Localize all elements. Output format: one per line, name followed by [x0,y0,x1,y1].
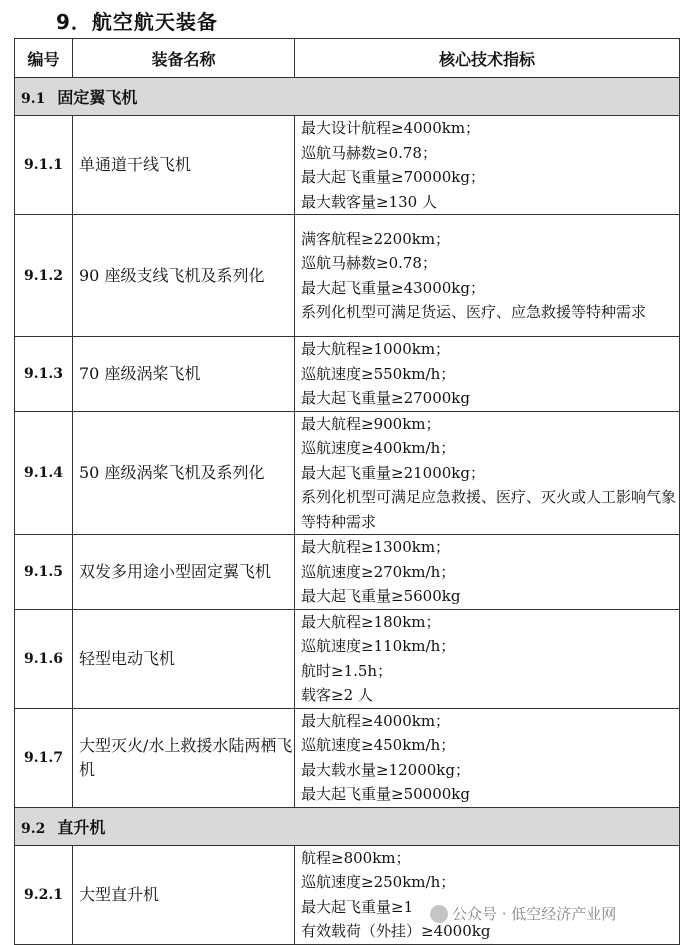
table-row [15,708,680,807]
section-cell [15,807,680,845]
table-row [15,215,680,337]
spec-line: 有效载荷（外挂）≥4000kg [301,922,491,940]
equipment-name: 70 座级涡桨飞机 [73,337,295,412]
spec-line: 最大航程≥4000km； [301,711,451,730]
equipment-name: 大型直升机 [73,845,295,944]
table-row [15,411,680,535]
spec-line: 航时≥1.5h； [301,661,393,680]
equipment-code: 9.1.3 [15,337,73,412]
spec-line: 巡航速度≥400km/h； [301,439,456,457]
spec-line: 巡航速度≥270km/h； [301,562,456,581]
spec-line: 巡航速度≥110km/h； [301,637,456,655]
spec-line: 满客航程≥2200km； [301,229,451,248]
equipment-code: 9.1.4 [15,411,73,535]
wechat-logo-icon [430,905,448,923]
equipment-code: 9.1.5 [15,535,73,610]
spec-line: 最大航程≥1300km； [301,538,451,556]
equipment-specs [295,708,680,807]
spec-line: 巡航速度≥550km/h； [301,364,456,383]
section-row [15,78,680,116]
equipment-specs [295,609,680,708]
equipment-name: 双发多用途小型固定翼飞机 [73,535,295,610]
spec-line: 最大载水量≥12000kg； [301,760,470,779]
table-row [15,535,680,610]
spec-line: 最大起飞重量≥50000kg [301,785,470,803]
equipment-code: 9.2.1 [15,845,73,944]
watermark [430,903,616,924]
page-title: 9．航空航天装备 [56,10,218,34]
spec-line: 系列化机型可满足货运、医疗、应急救援等特种需求 [301,303,647,321]
section-name: 直升机 [57,817,106,837]
spec-line: 最大起飞重量≥27000kg [301,389,470,407]
header-name: 装备名称 [73,39,295,78]
spec-line: 最大起飞重量≥1 [301,897,414,916]
header-specs: 核心技术指标 [295,39,680,78]
equipment-specs [295,116,680,215]
table-row [15,116,680,215]
equipment-name: 50 座级涡桨飞机及系列化 [73,411,295,535]
equipment-specs [295,845,680,944]
spec-line: 最大设计航程≥4000km； [301,119,481,137]
table-row [15,609,680,708]
spec-line: 巡航速度≥250km/h； [301,873,456,891]
section-cell [15,78,680,116]
table-row [15,337,680,412]
spec-line: 最大航程≥900km； [301,414,441,433]
equipment-specs [295,535,680,610]
spec-line: 最大载客量≥130 人 [301,192,437,211]
table-row [15,845,680,944]
equipment-code: 9.1.2 [15,215,73,337]
equipment-specs [295,411,680,535]
header-code: 编号 [15,39,73,78]
spec-line: 最大起飞重量≥70000kg； [301,168,485,186]
spec-line: 载客≥2 人 [301,686,373,704]
spec-line: 巡航速度≥450km/h； [301,736,456,754]
spec-line: 巡航马赫数≥0.78； [301,143,437,162]
equipment-code: 9.1.7 [15,708,73,807]
section-id: 9.2 [21,820,46,837]
equipment-code: 9.1.1 [15,116,73,215]
spec-line: 最大航程≥1000km； [301,340,451,358]
spec-line: 最大起飞重量≥43000kg； [301,278,485,297]
equipment-specs [295,215,680,337]
equipment-specs [295,337,680,412]
equipment-name: 轻型电动飞机 [73,609,295,708]
table-header-row [15,39,680,78]
spec-line: 航程≥800km； [301,848,411,867]
spec-line: 最大起飞重量≥5600kg [301,587,461,605]
section-id: 9.1 [21,91,46,107]
section-row [15,807,680,845]
spec-line: 系列化机型可满足应急救援、医疗、灭火或人工影响气象等特种需求 [301,488,677,531]
equipment-name: 单通道干线飞机 [73,116,295,215]
spec-line: 最大起飞重量≥21000kg； [301,463,485,482]
equipment-name: 大型灭火/水上救援水陆两栖飞机 [73,708,295,807]
equipment-table [14,38,680,945]
equipment-name: 90 座级支线飞机及系列化 [73,215,295,337]
spec-line: 巡航马赫数≥0.78； [301,254,437,272]
equipment-code: 9.1.6 [15,609,73,708]
section-name: 固定翼飞机 [57,88,138,107]
watermark-text: 公众号 · 低空经济产业网 [452,905,617,923]
spec-line: 最大航程≥180km； [301,612,441,631]
